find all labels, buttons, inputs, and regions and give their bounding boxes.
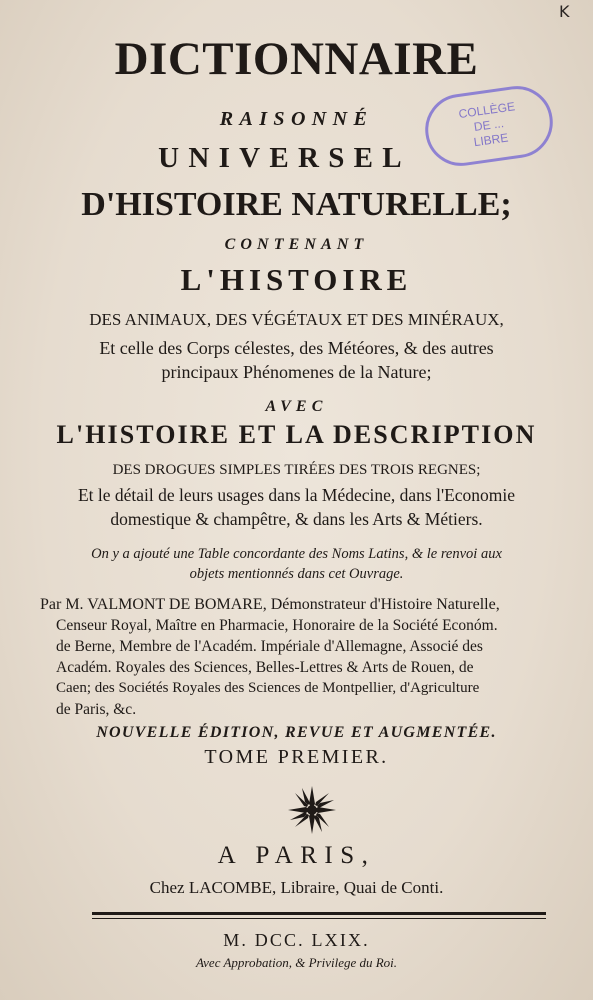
author-line-1: Par M. VALMONT DE BOMARE, Démonstrateur d'Histoire Naturelle, <box>40 596 500 613</box>
imprint-rule-thin <box>92 918 546 919</box>
title-line-histoire-naturelle: D'HISTOIRE NATURELLE; <box>81 186 512 223</box>
note-table-line1: On y a ajouté une Table concordante des Noms Latins, & le renvoi aux <box>91 546 502 562</box>
stamp-line-3: LIBRE <box>472 130 510 150</box>
ink-mark: K <box>559 2 570 21</box>
subtitle-usages: Et le détail de leurs usages dans la Médecine, dans l'Economie <box>77 485 516 505</box>
printer-ornament <box>286 784 338 836</box>
title-line-raisonne: RAISONNÉ <box>219 108 374 130</box>
subtitle-drogues: DES DROGUES SIMPLES TIRÉES DES TROIS REGNES; <box>112 462 481 478</box>
subtitle-corps-celestes: Et celle des Corps célestes, des Météores, & des autres <box>99 338 494 358</box>
imprint-publisher: Chez LACOMBE, Libraire, Quai de Conti. <box>149 878 444 897</box>
stamp-line-2: DE ... <box>473 115 505 135</box>
edition-line: NOUVELLE ÉDITION, REVUE ET AUGMENTÉE. <box>96 724 497 741</box>
subtitle-arts-metiers: domestique & champêtre, & dans les Arts & Métiers. <box>110 509 483 529</box>
title-line-dictionnaire: DICTIONNAIRE <box>114 33 479 85</box>
author-line-4: Académ. Royales des Sciences, Belles-Lettres & Arts de Rouen, de <box>56 659 474 676</box>
title-line-lhistoire: L'HISTOIRE <box>180 262 413 297</box>
imprint-year: M. DCC. LXIX. <box>223 930 370 950</box>
imprint-city: A PARIS, <box>217 842 376 869</box>
imprint-rule-thick <box>92 912 546 915</box>
tome-line: TOME PREMIER. <box>204 746 389 768</box>
note-table-line2: objets mentionnés dans cet Ouvrage. <box>189 566 404 582</box>
author-line-3: de Berne, Membre de l'Académ. Impériale d'Allemagne, Associé des <box>56 638 483 655</box>
subtitle-animaux: DES ANIMAUX, DES VÉGÉTAUX ET DES MINÉRAUX, <box>89 310 504 329</box>
author-line-6: de Paris, &c. <box>56 701 137 718</box>
subtitle-phenomenes: principaux Phénomenes de la Nature; <box>161 362 432 382</box>
title-line-description: L'HISTOIRE ET LA DESCRIPTION <box>56 420 537 449</box>
author-line-2: Censeur Royal, Maître en Pharmacie, Honoraire de la Société Económ. <box>56 617 498 634</box>
imprint-privilege: Avec Approbation, & Privilege du Roi. <box>195 955 398 970</box>
title-line-contenant: CONTENANT <box>224 236 369 253</box>
title-line-universel: UNIVERSEL <box>158 142 411 174</box>
author-line-5: Caen; des Sociétés Royales des Sciences de Montpellier, d'Agriculture <box>56 680 480 696</box>
title-line-avec: AVEC <box>265 398 328 415</box>
stamp-line-1: COLLÈGE <box>457 99 516 122</box>
